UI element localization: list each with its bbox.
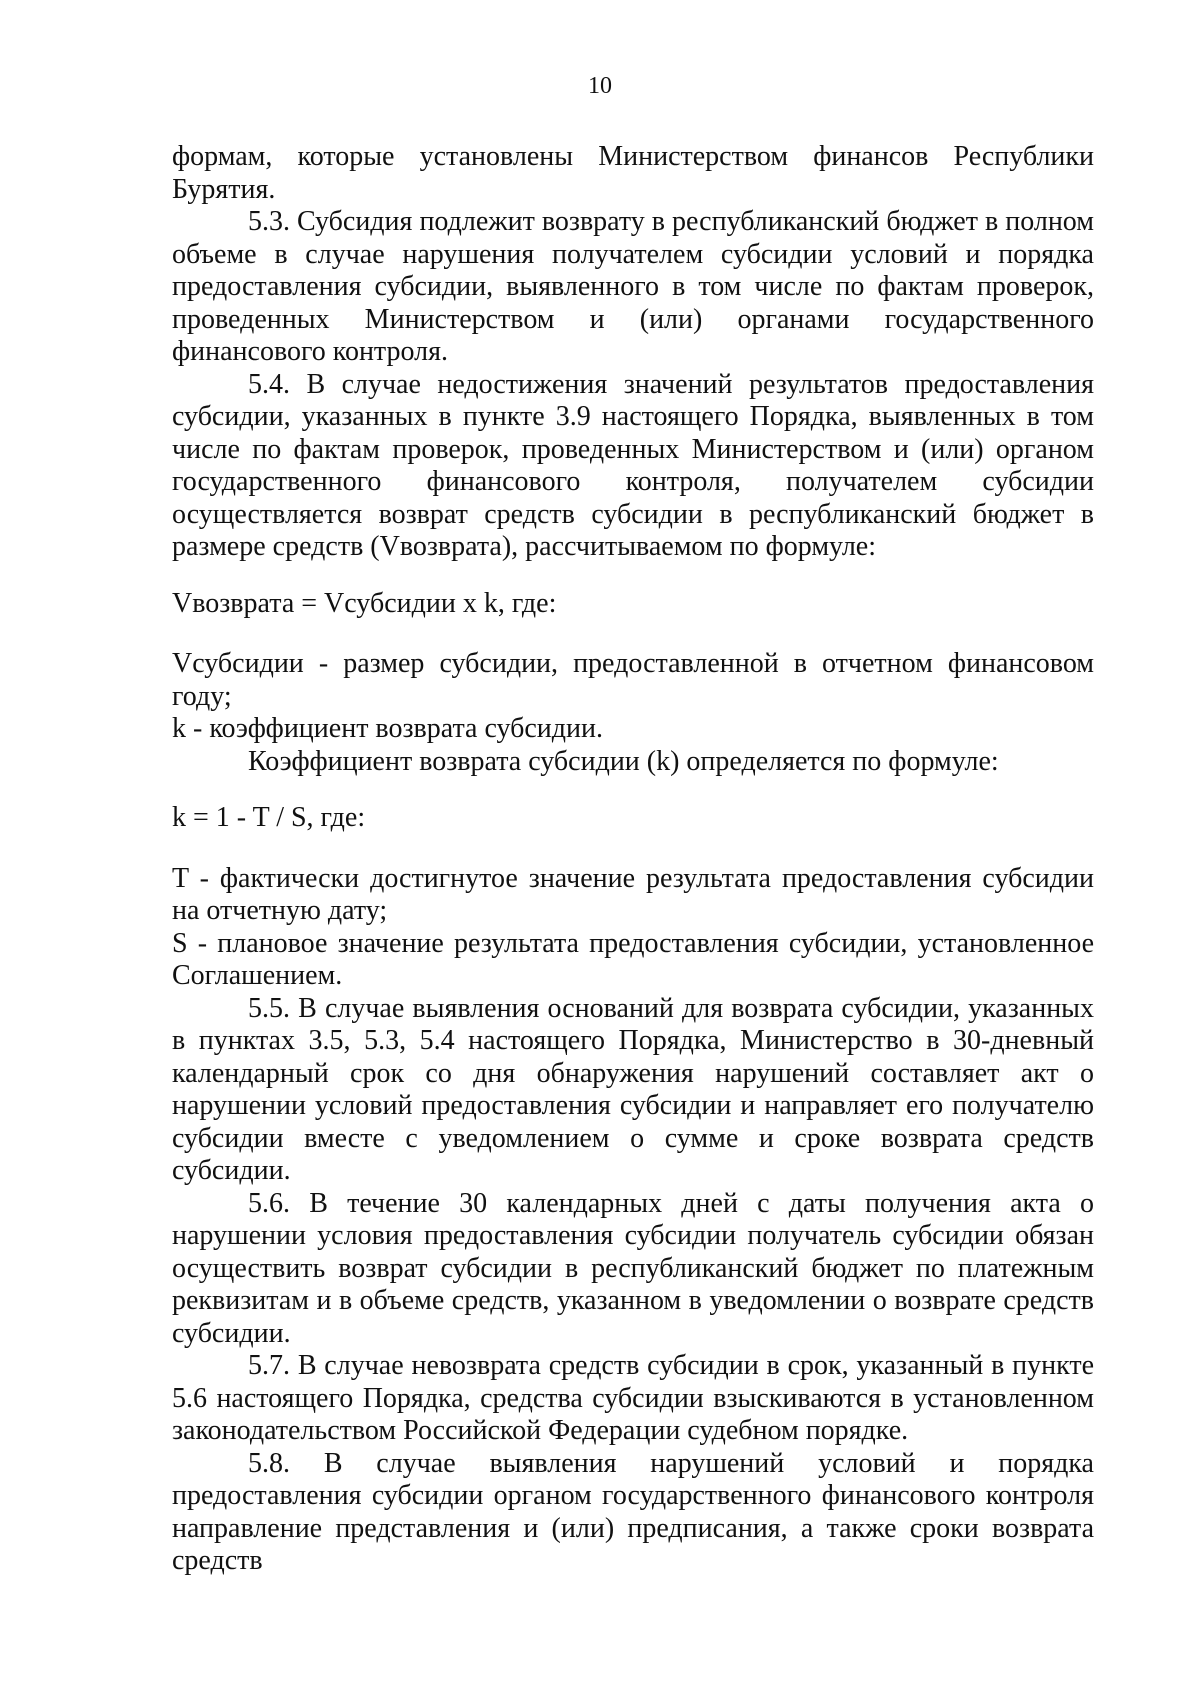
definition-k: k - коэффициент возврата субсидии. bbox=[172, 713, 604, 744]
page-number: 10 bbox=[588, 73, 612, 99]
formula-k: k = 1 - T / S, где: bbox=[172, 802, 366, 833]
paragraph-continuation: формам, которые установлены Министерством финансов Республики Бурятия. bbox=[172, 141, 1094, 205]
paragraph-5-7: 5.7. В случае невозврата средств субсидии в срок, указанный в пункте 5.6 настоящего Порядка, средства субсидии взыскиваются в установленном законодательством Российской Федерации судебном порядке. bbox=[172, 1350, 1094, 1446]
definition-t: T - фактически достигнутое значение результата предоставления субсидии на отчетную дату; bbox=[172, 862, 1094, 926]
paragraph-5-3: 5.3. Субсидия подлежит возврату в республиканский бюджет в полном объеме в случае нарушения получателем субсидии условий и порядка предоставления субсидии, выявленного в том числе по фактам проверок, проведенных Министерством и (или) органами государственного финансового контроля. bbox=[172, 206, 1094, 367]
definition-s: S - плановое значение результата предоставления субсидии, установленное Соглашением. bbox=[172, 927, 1094, 991]
definition-v-subsidy: Vсубсидии - размер субсидии, предоставленной в отчетном финансовом году; bbox=[172, 648, 1094, 712]
paragraph-5-6: 5.6. В течение 30 календарных дней с даты получения акта о нарушении условия предоставления субсидии получатель субсидии обязан осуществить возврат субсидии в республиканский бюджет по платежным реквизитам и в объеме средств, указанном в уведомлении о возврате средств субсидии. bbox=[172, 1187, 1094, 1349]
document-body bbox=[172, 141, 1094, 1578]
paragraph-5-5: 5.5. В случае выявления оснований для возврата субсидии, указанных в пунктах 3.5, 5.3, 5.4 настоящего Порядка, Министерство в 30-дневный календарный срок со дня обнаружения нарушений составляет акт о нарушении условий предоставления субсидии и направляет его получателю субсидии вместе с уведомлением о сумме и сроке возврата средств субсидии. bbox=[172, 992, 1094, 1186]
paragraph-5-4: 5.4. В случае недостижения значений результатов предоставления субсидии, указанных в пункте 3.9 настоящего Порядка, выявленных в том числе по фактам проверок, проведенных Министерством и (или) органом государственного финансового контроля, получателем субсидии осуществляется возврат средств субсидии в республиканский бюджет в размере средств (Vвозврата), рассчитываемом по формуле: bbox=[172, 368, 1094, 562]
formula-v-return: Vвозврата = Vсубсидии x k, где: bbox=[172, 587, 557, 619]
coefficient-intro: Коэффициент возврата субсидии (k) определяется по формуле: bbox=[248, 745, 999, 777]
paragraph-5-8: 5.8. В случае выявления нарушений условий и порядка предоставления субсидии органом государственного финансового контроля направление представления и (или) предписания, а также сроки возврата средств bbox=[172, 1447, 1094, 1576]
